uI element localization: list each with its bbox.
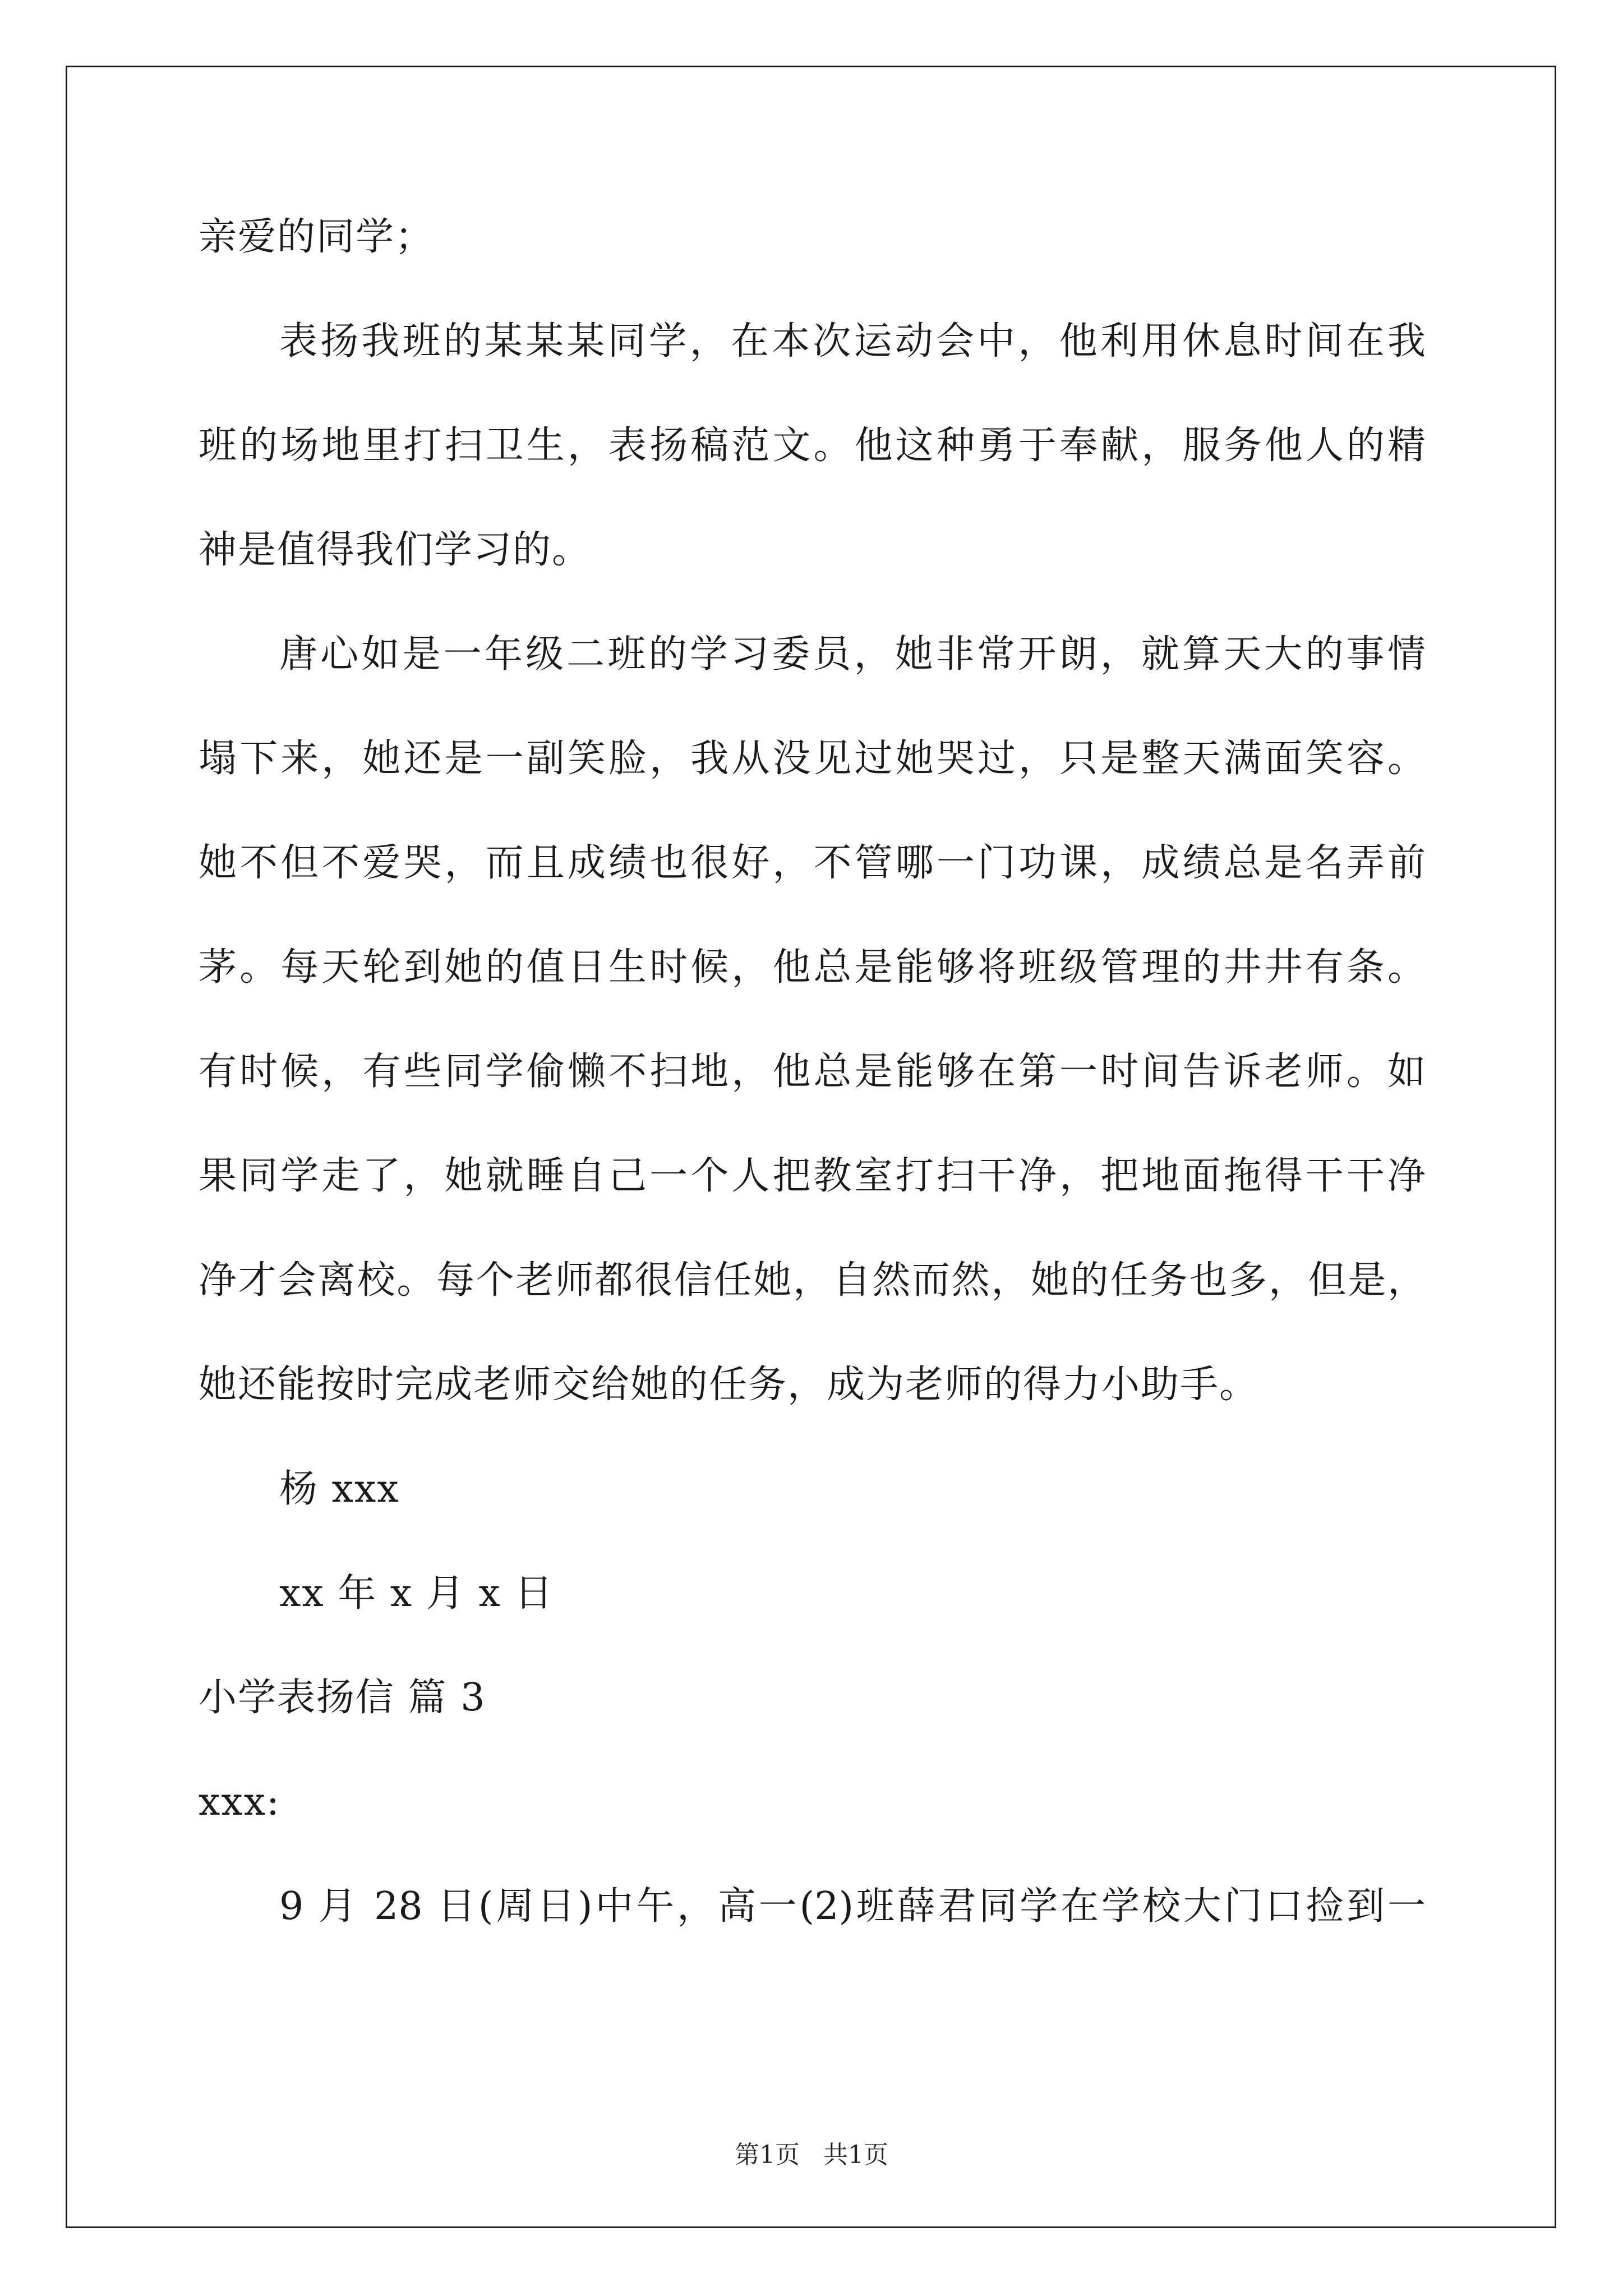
page-footer	[0, 2138, 1623, 2172]
text-line-12: 她还能按时完成老师交给她的任务，成为老师的得力小助手。	[199, 1363, 1259, 1407]
text-line-17: 9 月 28 日(周日)中午，高一(2)班薛君同学在学校大门口捡到一	[279, 1884, 1426, 1929]
salutation: xxx:	[199, 1780, 280, 1824]
text-line-3: 班的场地里打扫卫生，表扬稿范文。他这种勇于奉献，服务他人的精	[199, 424, 1426, 468]
text-line-10: 果同学走了，她就睡自己一个人把教室打扫干净，把地面拖得干干净	[199, 1154, 1426, 1198]
text-line-11: 净才会离校。每个老师都很信任她，自然而然，她的任务也多，但是，	[199, 1258, 1426, 1303]
section-heading: 小学表扬信 篇 3	[199, 1676, 486, 1720]
text-line-2: 表扬我班的某某某同学，在本次运动会中，他利用休息时间在我	[279, 319, 1426, 364]
text-line-1: 亲爱的同学；	[199, 215, 435, 259]
text-line-4: 神是值得我们学习的。	[199, 528, 592, 572]
document-body	[199, 211, 1426, 1985]
text-line-6: 塌下来，她还是一副笑脸，我从没见过她哭过，只是整天满面笑容。	[199, 737, 1426, 781]
text-line-7: 她不但不爱哭，而且成绩也很好，不管哪一门功课，成绩总是名弄前	[199, 841, 1426, 885]
page-number: 第1页	[735, 2141, 800, 2169]
signature-date: xx 年 x 月 x 日	[279, 1571, 554, 1616]
text-line-5: 唐心如是一年级二班的学习委员，她非常开朗，就算天大的事情	[279, 632, 1426, 677]
text-line-8: 茅。每天轮到她的值日生时候，他总是能够将班级管理的井井有条。	[199, 945, 1426, 990]
text-line-9: 有时候，有些同学偷懒不扫地，他总是能够在第一时间告诉老师。如	[199, 1050, 1426, 1094]
signature-name: 杨 xxx	[279, 1467, 400, 1511]
page-total: 共1页	[823, 2141, 888, 2169]
